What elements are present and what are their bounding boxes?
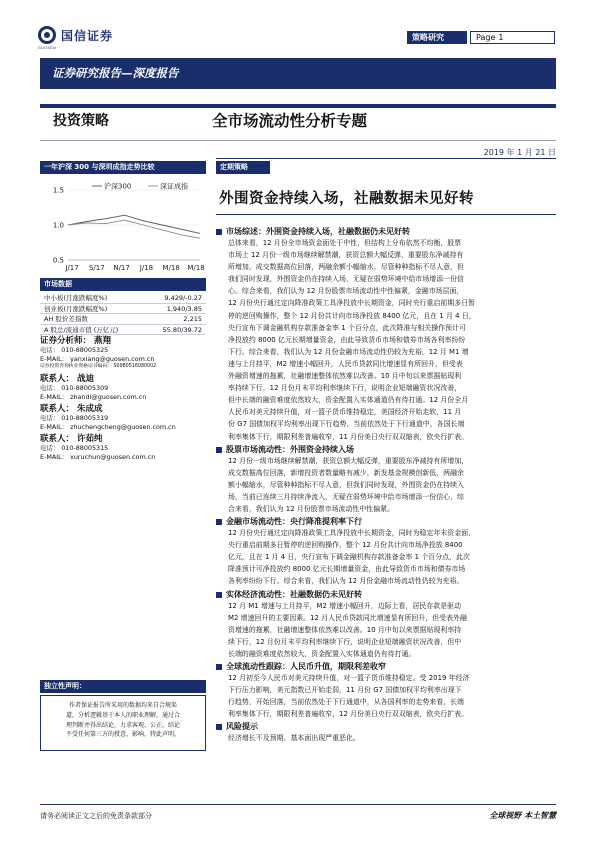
- category-label: 投资策略: [53, 113, 109, 129]
- report-date: 2019 年 1 月 21 日: [483, 148, 556, 157]
- category-strip: [40, 104, 556, 108]
- logo-text: 国信证券: [61, 28, 114, 43]
- row-label: A 股总/流通市值 (万亿元): [44, 325, 119, 334]
- x-tick-label: J/18: [139, 264, 154, 272]
- x-tick-label: J/17: [65, 264, 79, 272]
- bullet-square-icon: [216, 519, 222, 525]
- paragraph-line: 长端的融资难度依然较大，资金配置入实体通道仍有待打通。: [228, 649, 416, 658]
- footer-disclaimer: 请务必阅读正文之后的免责条款部分: [40, 812, 152, 820]
- paragraph-line: 但中长端的融资难度依然较大，资金配置入实体通道仍有待打通。12 月份全月: [228, 396, 469, 405]
- analyst-phone: 电话： 010-88005325: [40, 346, 109, 354]
- section-heading: [216, 720, 556, 732]
- contact-phone: 电话： 010-88005315: [40, 444, 109, 452]
- legend-label: 深证成指: [160, 182, 188, 191]
- declaration-line: 理判断并得出结论，力求客观、公正，结论: [65, 721, 180, 729]
- logo-subtext: GUOSEN: [38, 46, 57, 50]
- paragraph-line: 利率集体下行，期限利差普遍收窄，12 月份美日央行双双缩表，欧央行扩表。: [228, 710, 469, 719]
- paragraph-line: 成交数据高位回落，新增投资者数量略有减少，新发基金规模创新低，两融余: [228, 468, 464, 477]
- paragraph-line: 续下行，12 月份月末平均利率继续下行，说明企业短端融资状况改善，但中: [228, 637, 462, 646]
- article-body: [216, 225, 556, 744]
- footer-slogan: 全球视野 本土智慧: [489, 810, 556, 820]
- bullet-square-icon: [216, 229, 222, 235]
- row-label: AH 股价差指数: [44, 315, 88, 323]
- paragraph-line: 人民币对美元持续升值，对一篮子货币维持稳定，美国经济开始走软，11 月: [228, 408, 462, 417]
- x-tick-label: M/18: [162, 264, 180, 272]
- paragraph-line: 资增速的拖累，社融增速整体依然难以改善。10 月中旬以来票据贴现利率持: [228, 625, 462, 634]
- contact-phone: 电话： 010-88005309: [40, 384, 109, 392]
- x-tick-label: S/17: [88, 264, 105, 272]
- market-data-table: [40, 293, 206, 335]
- declaration-header: 独立性声明：: [40, 680, 206, 693]
- date-divider: [216, 158, 556, 159]
- x-tick-label: M/18: [187, 264, 205, 272]
- declaration-line: 作者保证报告所采用的数据均来自合规渠: [68, 702, 177, 709]
- paragraph-line: 经济增长不及预期、基本面出现严重恶化。: [228, 734, 360, 743]
- contact-email: E-MAIL： zhuchengcheng@guosen.com.cn: [40, 422, 176, 431]
- analyst-email: E-MAIL： yanxiang@guosen.com.cn: [40, 354, 155, 363]
- market-data-header: 市场数据: [40, 278, 206, 291]
- paragraph-line: 下行。综合来看，我们认为 12 月份金融市场流动性仍较为充裕，12 月 M1 增: [228, 347, 469, 356]
- y-tick-label: 0.5: [52, 256, 64, 265]
- paragraph-line: 场，当前已连续三月持续净流入，无疑在弱势环境中给市场增添一份信心，综: [228, 492, 464, 501]
- row-value: 9,429/-0.27: [164, 294, 202, 302]
- y-tick-label: 1.0: [52, 221, 64, 230]
- paragraph-line: 下行压力影响，美元指数已开始走弱，11 月份 G7 国债加权平均利率出现下: [228, 686, 462, 695]
- paragraph-line: 率持续下行，12 月份月末平均利率继续下行，说明企业短端融资状况改善，: [228, 384, 462, 393]
- paragraph-line: 12 月份央行通过定向降准政策工具净投放中长期资金，同时为稳定年末资金面，: [228, 529, 476, 538]
- analyst-name: 证券分析师： 燕翔: [40, 336, 111, 346]
- declaration-line: 不受任何第三方的授意、影响，特此声明。: [65, 731, 180, 739]
- series-line-1: [68, 215, 200, 233]
- row-value: 2,215: [183, 315, 202, 323]
- paragraph-line: 速与上月持平，M2 增速小幅回升，人民币贷款同比增速显有所回升，但受表: [228, 359, 463, 368]
- contact-email: E-MAIL： xuruchun@guosen.com.cn: [40, 452, 156, 461]
- paragraph-line: 外融资增速的拖累，社融增速整体依然难以改善。10 月中旬以来票据贴现利: [228, 372, 462, 381]
- report-band-title: 证券研究报告—深度报告: [40, 58, 556, 89]
- paragraph-line: 份 G7 国债加权平均利率出现下行趋势，当前依然处于下行通道中，各国长端: [228, 420, 465, 429]
- paragraph-line: 总体来看，12 月份全市场资金面处于中性，但结构上分布依然不均衡，股票: [228, 239, 462, 247]
- section-heading-text: 股票市场流动性：外围资金持续入场: [226, 443, 354, 454]
- paragraph-line: 12 月 M1 增速与上月持平，M2 增速小幅回升，边际上看，居民存款是驱动: [228, 601, 462, 610]
- bullet-square-icon: [216, 447, 222, 453]
- paragraph-line: 停的逆回购操作，整个 12 月份共计向市场净投放 8400 亿元，且在 1 月 4 日，: [228, 311, 476, 320]
- table-row: [40, 304, 206, 315]
- declaration-line: 道，分析逻辑基于本人的职业理解，通过合: [65, 711, 180, 719]
- bullet-square-icon: [216, 724, 222, 730]
- page-label: Page: [476, 33, 496, 42]
- section-heading: [216, 443, 556, 455]
- row-value: 1,940/3.85: [166, 304, 202, 313]
- analyst-license: 证券投资咨询执业资格证书编码： S0980516080002: [40, 364, 157, 370]
- company-logo: [38, 26, 113, 44]
- declaration-box: [40, 695, 206, 751]
- chart-header: 一年沪深 300 与深圳成指走势比较: [40, 161, 206, 174]
- paragraph-line: 央行重启前期多日暂停的逆回购操作，整个 12 月份共计向市场净投放 8400: [228, 541, 463, 550]
- legend-label: 沪深300: [104, 182, 132, 191]
- bullet-square-icon: [216, 664, 222, 670]
- page-title: 全市场流动性分析专题: [212, 111, 368, 130]
- paragraph-line: 净投放约 8000 亿元长期增量资金，由此导致货币市场和债券市场各利率纷纷: [228, 335, 466, 344]
- paragraph-line: 额小幅缩水，尽管种种指标不尽人意，但我们同时发现，外围资金仍在持续入: [228, 480, 464, 489]
- table-row: [40, 314, 206, 325]
- article-type-tag: 定期策略: [216, 161, 270, 174]
- section-heading: [216, 225, 556, 237]
- paragraph-line: 心。综合来看，我们认为 12 月份股票市场流动性中性偏紧，金融市场层面，: [228, 287, 464, 296]
- contact-name: 联系人： 许茹纯: [40, 434, 103, 444]
- page-indicator: [470, 31, 555, 44]
- paragraph-line: 12 月份央行通过定向降准政策工具净投放中长期资金，同时央行重启前期多日暂: [228, 299, 476, 308]
- section-heading: [216, 660, 556, 672]
- paragraph-line: 央行宣布下调金融机构存款准备金率 1 个百分点，此次降准与相关操作预计可: [228, 323, 466, 332]
- paragraph-line: 市场上 12 月份一级市场继续解禁潮，获资总额大幅反弹，重要股东净减持有: [228, 251, 464, 260]
- section-heading-text: 全球流动性跟踪：人民币升值，期限利差收窄: [226, 661, 386, 671]
- report-type-tag: 策略研究: [407, 31, 467, 44]
- article-title: 外围资金持续入场，社融数据未见好转: [219, 190, 474, 207]
- paragraph-line: 利率集体下行，期限利差普遍收窄，11 月份美日央行双双缩表，欧央行扩表。: [228, 432, 469, 441]
- paragraph-line: 合来看，我们认为 12 月份股票市场流动性中性偏紧。: [228, 504, 395, 513]
- section-heading-text: 市场综述：外围资金持续入场，社融数据仍未见好转: [226, 226, 410, 236]
- row-value: 55.80/39.72: [162, 325, 202, 334]
- section-heading-text: 实体经济流动性：社融数据仍未见好转: [226, 588, 362, 599]
- index-comparison-chart: [40, 178, 206, 278]
- contact-block: [40, 372, 206, 401]
- row-label: 中小板(月涨跌幅度%): [44, 294, 108, 302]
- table-row: [40, 293, 206, 304]
- contact-block: [40, 432, 206, 461]
- contact-email: E-MAIL： zhandi@guosen.com.cn: [40, 392, 147, 401]
- contact-phone: 电话： 010-88005319: [40, 414, 109, 422]
- paragraph-line: M2 增速回升的主要因素。12 月人民币贷款同比增速显有所回升，但受表外融: [228, 613, 467, 622]
- category-divider: [40, 140, 556, 141]
- section-heading-text: 金融市场流动性：央行降准提利率下行: [226, 516, 362, 527]
- paragraph-line: 降准预计可净投放约 8000 亿元长期增量资金，由此导致货币市场和债券市场: [228, 565, 466, 574]
- row-label: 创业板(月涨跌幅度%): [44, 304, 108, 313]
- section-heading-text: 风险提示: [226, 721, 258, 732]
- title-divider: [216, 214, 556, 215]
- x-tick-label: N/17: [113, 264, 130, 272]
- paragraph-line: 12 月初至今人民币对美元持续升值，对一篮子货币维持稳定。受 2019 年经济: [228, 674, 470, 682]
- logo-mark-icon: [38, 26, 56, 44]
- paragraph-line: 所增加，成交数据高位回落，两融余额小幅缩水，尽管种种指标不尽人意，但: [228, 263, 464, 272]
- y-tick-label: 1.5: [52, 186, 64, 195]
- section-heading: [216, 588, 556, 600]
- contact-block: [40, 402, 206, 431]
- paragraph-line: 我们同时发现，外围资金仍在持续入场，无疑在弱势环境中给市场增添一份信: [228, 275, 464, 284]
- section-heading: [216, 515, 556, 527]
- contact-name: 联系人： 战迪: [40, 374, 94, 384]
- contact-name: 联系人： 朱成成: [40, 404, 103, 414]
- paragraph-line: 亿元，且在 1 月 4 日，央行宣布下调金融机构存款准备金率 1 个百分点，此次: [228, 553, 470, 562]
- page-number: 1: [498, 33, 504, 42]
- footer-divider: [40, 804, 556, 805]
- bullet-square-icon: [216, 592, 222, 598]
- analyst-block: [40, 334, 206, 370]
- paragraph-line: 12 月份一级市场继续解禁潮，获资总额大幅反弹，重要股东净减持有所增加，: [228, 456, 469, 465]
- paragraph-line: 各利率纷纷下行。综合来看，我们认为 12 月份金融市场流动性仍较为充裕。: [228, 577, 464, 586]
- paragraph-line: 行趋势，开始回落，当前依然处于下行通道中，从各国利率的走势来看，长端: [228, 698, 464, 707]
